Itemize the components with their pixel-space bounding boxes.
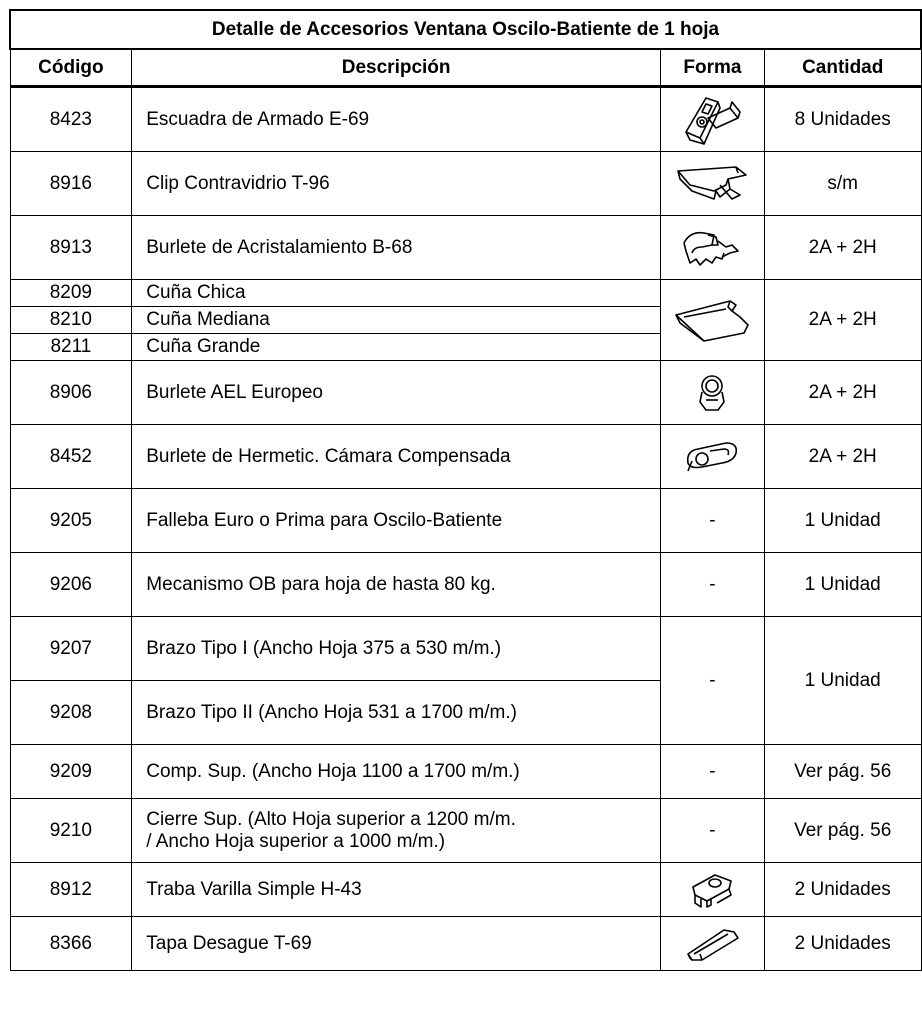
- row-quantity: 1 Unidad: [764, 617, 921, 745]
- row-quantity: Ver pág. 56: [764, 799, 921, 863]
- table-row: [10, 799, 921, 863]
- row-forma: [661, 152, 765, 216]
- row-quantity: 2A + 2H: [764, 280, 921, 361]
- header-descripcion: Descripción: [132, 49, 661, 87]
- row-quantity: 8 Unidades: [764, 87, 921, 152]
- rod-lock-icon: [687, 869, 737, 911]
- row-description: Cuña Mediana: [132, 307, 661, 334]
- glazing-clip-icon: [670, 161, 754, 207]
- row-forma: -: [661, 745, 765, 799]
- row-forma: [661, 361, 765, 425]
- row-quantity: 1 Unidad: [764, 489, 921, 553]
- table-row: [10, 489, 921, 553]
- table-row: [10, 87, 921, 152]
- row-forma: -: [661, 617, 765, 745]
- row-quantity: 2A + 2H: [764, 216, 921, 280]
- row-forma: -: [661, 489, 765, 553]
- row-forma: [661, 280, 765, 361]
- row-quantity: s/m: [764, 152, 921, 216]
- row-code: 8452: [10, 425, 132, 489]
- row-description: Burlete AEL Europeo: [132, 361, 661, 425]
- row-code: 8912: [10, 863, 132, 917]
- row-description: Brazo Tipo II (Ancho Hoja 531 a 1700 m/m.): [132, 681, 661, 745]
- row-quantity: 1 Unidad: [764, 553, 921, 617]
- glazing-gasket-icon: [672, 225, 752, 271]
- row-description: Clip Contravidrio T-96: [132, 152, 661, 216]
- row-code: 8210: [10, 307, 132, 334]
- row-description: Falleba Euro o Prima para Oscilo-Batiente: [132, 489, 661, 553]
- table-row: [10, 280, 921, 307]
- row-forma: [661, 917, 765, 971]
- row-quantity: 2A + 2H: [764, 425, 921, 489]
- seal-profile-icon: [692, 370, 732, 416]
- row-description: Comp. Sup. (Ancho Hoja 1100 a 1700 m/m.): [132, 745, 661, 799]
- row-description: Tapa Desague T-69: [132, 917, 661, 971]
- row-forma: [661, 863, 765, 917]
- table-row: [10, 745, 921, 799]
- row-description: Escuadra de Armado E-69: [132, 87, 661, 152]
- chamber-gasket-icon: [680, 437, 744, 477]
- row-code: 8906: [10, 361, 132, 425]
- row-description: Cuña Chica: [132, 280, 661, 307]
- row-description: Burlete de Acristalamiento B-68: [132, 216, 661, 280]
- drain-cap-icon: [680, 924, 744, 964]
- row-code: 9208: [10, 681, 132, 745]
- row-forma: [661, 216, 765, 280]
- row-description: Cuña Grande: [132, 334, 661, 361]
- row-code: 9210: [10, 799, 132, 863]
- row-code: 8423: [10, 87, 132, 152]
- row-quantity: 2 Unidades: [764, 917, 921, 971]
- row-code: 9206: [10, 553, 132, 617]
- header-forma: Forma: [661, 49, 765, 87]
- table-row: [10, 617, 921, 681]
- row-code: 9209: [10, 745, 132, 799]
- row-quantity: 2 Unidades: [764, 863, 921, 917]
- row-code: 9207: [10, 617, 132, 681]
- row-code: 8211: [10, 334, 132, 361]
- row-quantity: 2A + 2H: [764, 361, 921, 425]
- row-forma: -: [661, 799, 765, 863]
- row-description-line-2: / Ancho Hoja superior a 1000 m/m.): [146, 830, 446, 852]
- table-row: [10, 553, 921, 617]
- accessories-table: [9, 9, 922, 971]
- header-cantidad: Cantidad: [764, 49, 921, 87]
- row-description: Mecanismo OB para hoja de hasta 80 kg.: [132, 553, 661, 617]
- row-forma: [661, 425, 765, 489]
- table-row: [10, 425, 921, 489]
- row-description-line-1: Cierre Sup. (Alto Hoja superior a 1200 m/m.: [146, 808, 516, 830]
- table-row: [10, 152, 921, 216]
- table-row: [10, 863, 921, 917]
- row-description: Burlete de Hermetic. Cámara Compensada: [132, 425, 661, 489]
- table-row: [10, 361, 921, 425]
- row-code: 8916: [10, 152, 132, 216]
- table-row: [10, 917, 921, 971]
- header-codigo: Código: [10, 49, 132, 87]
- wedge-icon: [670, 293, 754, 347]
- row-code: 8209: [10, 280, 132, 307]
- row-quantity: Ver pág. 56: [764, 745, 921, 799]
- row-description: Brazo Tipo I (Ancho Hoja 375 a 530 m/m.): [132, 617, 661, 681]
- row-description: [132, 799, 661, 863]
- row-forma: [661, 87, 765, 152]
- corner-bracket-icon: [672, 92, 752, 148]
- table-row: [10, 216, 921, 280]
- row-forma: -: [661, 553, 765, 617]
- row-code: 8913: [10, 216, 132, 280]
- row-code: 9205: [10, 489, 132, 553]
- table-title: Detalle de Accesorios Ventana Oscilo-Batiente de 1 hoja: [10, 10, 921, 49]
- row-description: Traba Varilla Simple H-43: [132, 863, 661, 917]
- row-code: 8366: [10, 917, 132, 971]
